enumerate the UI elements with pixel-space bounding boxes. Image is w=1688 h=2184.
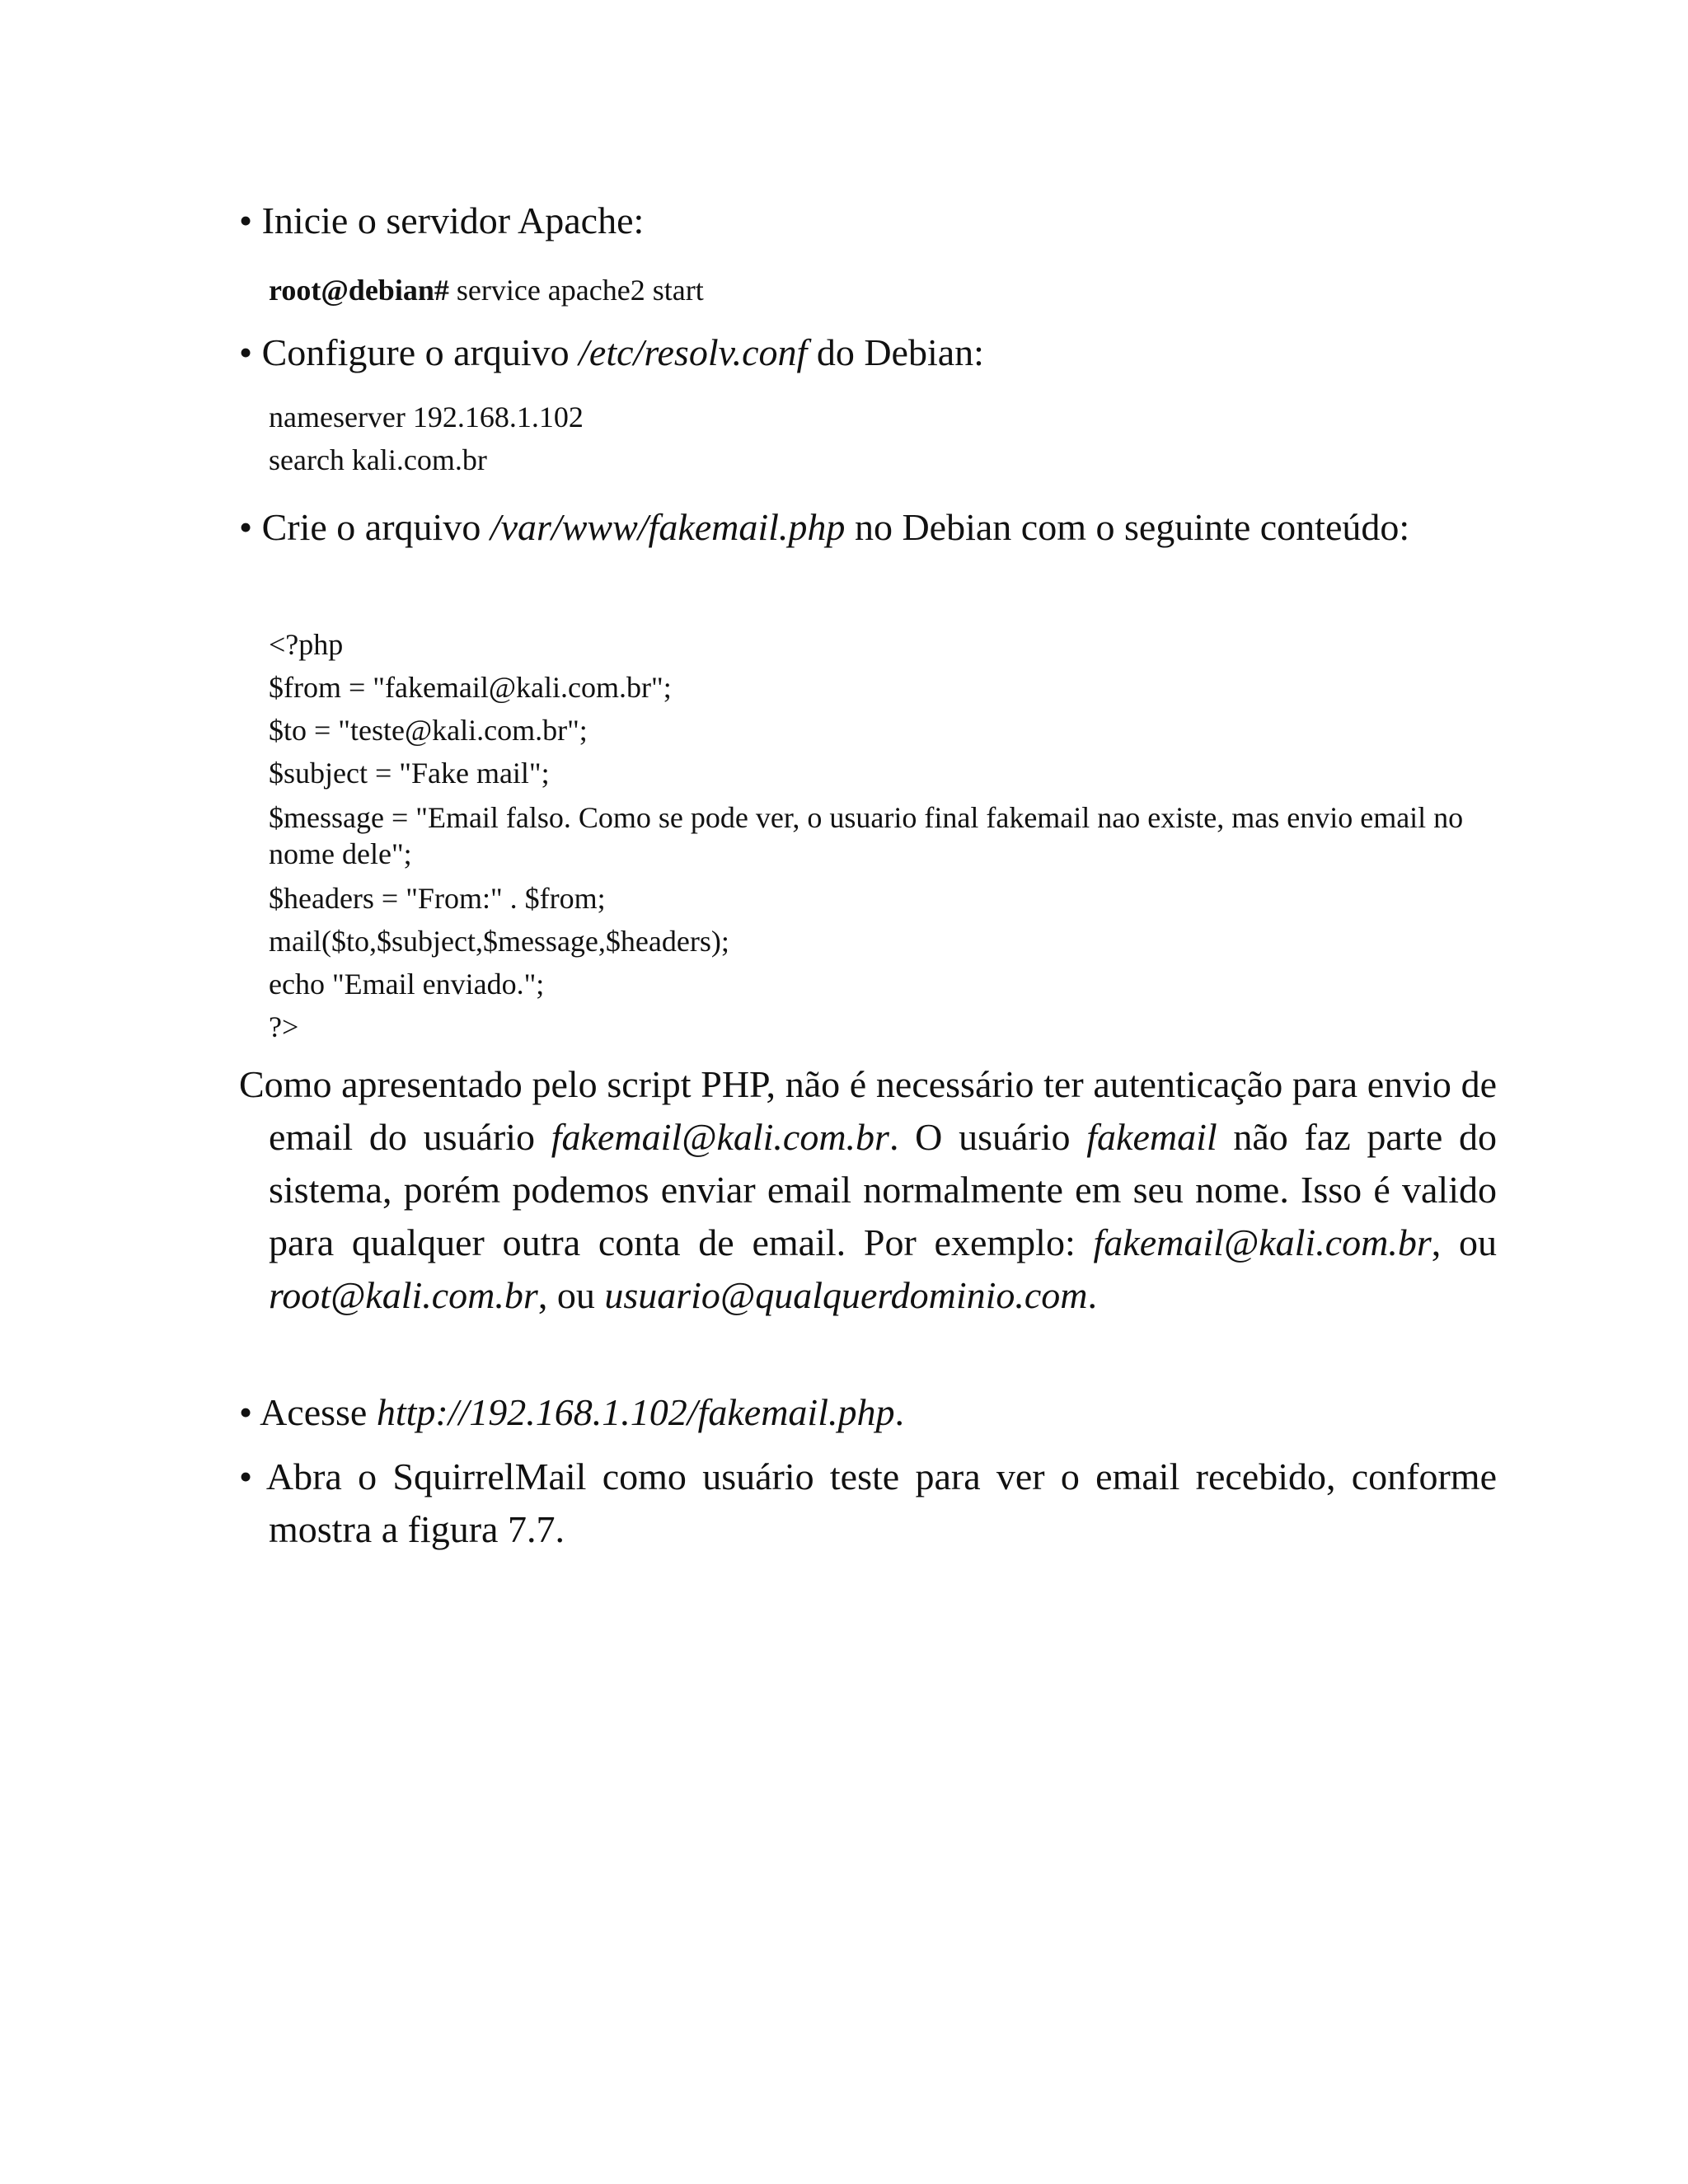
shell-command: service apache2 start [448,274,704,307]
email-address: usuario@qualquerdominio.com [604,1274,1088,1316]
bullet: • [239,199,253,241]
step-text: . [894,1391,904,1433]
code-line: $to = "teste@kali.com.br"; [269,714,588,747]
bullet: • [239,1455,253,1497]
resolv-line: search kali.com.br [269,443,487,476]
code-line: mail($to,$subject,$message,$headers); [269,925,729,958]
step-text: Configure o arquivo [261,331,579,373]
text-run: . [1087,1274,1098,1316]
text-run: não faz parte do sistema, porém podemos enviar email normalmente em seu nome. Isso é valido para qualquer outra conta de email. Por exemplo: [269,1116,1498,1263]
step-text: Inicie o servidor Apache: [261,199,645,241]
step-create-file [239,501,1497,554]
username: fakemail [1086,1116,1217,1158]
step-access [239,1386,1467,1439]
text-run: , ou [537,1274,605,1316]
step-text: do Debian: [807,331,984,373]
url: http://192.168.1.102/fakemail.php [376,1391,895,1433]
code-line: $headers = "From:" . $from; [269,882,606,915]
code-line: echo "Email enviado."; [269,968,545,1001]
step-squirrelmail [239,1451,1497,1556]
code-line: $message = "Email falso. Como se pode ver, o usuario final fakemail nao existe, mas envio email no nome dele"; [269,801,1464,870]
shell-prompt: root@debian# [269,274,449,307]
step-text: no Debian com o seguinte conteúdo: [845,506,1410,548]
email-address: fakemail@kali.com.br [1093,1221,1432,1263]
code-line: ?> [269,1010,299,1043]
code-line: $from = "fakemail@kali.com.br"; [269,671,672,704]
bullet: • [239,331,253,373]
text-run: . O usuário [889,1116,1087,1158]
step-resolv [239,326,1467,379]
apache-command [269,269,1464,312]
file-path: /var/www/fakemail.php [490,506,846,548]
text-run: , ou [1431,1221,1497,1263]
code-line: <?php [269,628,344,661]
bullet: • [239,506,253,548]
file-path: /etc/resolv.conf [579,331,808,373]
resolv-line: nameserver 192.168.1.102 [269,401,584,434]
step-text: Crie o arquivo [261,506,490,548]
explanation-paragraph [239,1058,1497,1322]
email-address: fakemail@kali.com.br [551,1116,889,1158]
step-start-apache [239,194,1467,247]
text-run: Como apresentado pelo script PHP, não é necessário ter autenticação para envio de email do usuário [239,1063,1497,1158]
email-address: root@kali.com.br [269,1274,538,1316]
code-line: $subject = "Fake mail"; [269,757,550,790]
step-text: Acesse [260,1391,377,1433]
step-text: Abra o SquirrelMail como usuário teste para ver o email recebido, conforme mostra a figura 7.7. [265,1455,1498,1550]
bullet: • [239,1391,253,1433]
